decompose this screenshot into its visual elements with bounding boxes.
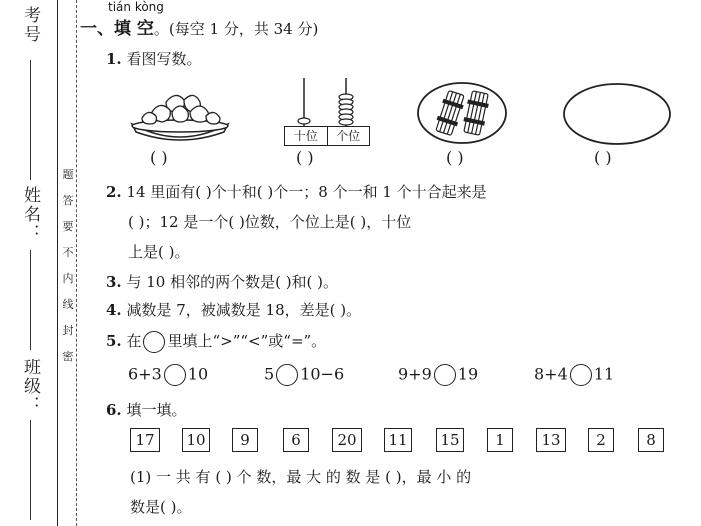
comparison-circle-input[interactable] [570, 364, 592, 386]
seal-char: 封 [62, 324, 74, 337]
question-number: 6. [106, 401, 122, 419]
class-blank[interactable] [30, 420, 31, 520]
number-box: 9 [232, 428, 258, 452]
question-6-sub-1: (1) 一 共 有 ( ) 个 数，最 大 的 数 是 ( )，最 小 的 [130, 468, 472, 486]
question-text: 在 [126, 332, 142, 350]
number-box: 11 [384, 428, 412, 452]
question-number: 1. [106, 50, 122, 68]
comparison-item-4 [534, 364, 614, 386]
question-text: 看图写数。 [126, 50, 202, 68]
number-box: 20 [332, 428, 362, 452]
question-2-line-2: ( )；12 是一个( )位数，个位上是( )，十位 [128, 213, 412, 231]
comparison-left: 8+4 [534, 364, 568, 384]
number-box: 10 [182, 428, 210, 452]
comparison-circle-input[interactable] [164, 364, 186, 386]
comparison-right: 11 [593, 364, 615, 384]
question-number: 2. [106, 183, 122, 201]
question-text: 减数是 7，被减数是 18，差是( )。 [126, 301, 362, 319]
seal-char: 题 [62, 168, 74, 181]
comparison-circle-input[interactable] [434, 364, 456, 386]
number-box: 17 [130, 428, 160, 452]
seal-char: 要 [62, 220, 74, 233]
comparison-circle-input[interactable] [276, 364, 298, 386]
number-box: 15 [436, 428, 464, 452]
answer-blank-3[interactable]: ( ) [446, 148, 464, 167]
comparison-left: 6+3 [128, 364, 162, 384]
section-score: 。(每空 1 分，共 34 分) [153, 20, 319, 38]
number-box: 13 [536, 428, 566, 452]
answer-blank-2[interactable]: ( ) [296, 148, 314, 167]
question-text: 与 10 相邻的两个数是( )和( )。 [126, 273, 339, 291]
question-number: 5. [106, 332, 122, 350]
answer-blank-1[interactable]: ( ) [150, 148, 168, 167]
comparison-right: 19 [457, 364, 479, 384]
tens-place-label: 十位 [285, 127, 328, 145]
number-box: 6 [283, 428, 309, 452]
section-title: 一、填 空 [80, 19, 154, 39]
abacus-rods [280, 76, 372, 126]
seal-char: 不 [62, 246, 74, 259]
comparison-circle-icon [143, 331, 165, 353]
margin-line [57, 0, 58, 526]
question-6-sub-1-line-2: 数是( )。 [130, 498, 192, 516]
question-6 [106, 399, 186, 420]
name-blank[interactable] [30, 250, 31, 350]
seal-char: 答 [62, 194, 74, 207]
question-number: 3. [106, 273, 122, 291]
comparison-item-2 [264, 364, 344, 386]
comparison-left: 9+9 [398, 364, 432, 384]
binding-margin [0, 0, 80, 526]
seal-char: 线 [62, 298, 74, 311]
abacus-place-table [284, 126, 370, 146]
exam-number-blank[interactable] [30, 60, 31, 180]
seal-char: 密 [62, 350, 74, 363]
section-pinyin: tián kòng [108, 0, 164, 14]
bundles-picture [416, 80, 508, 146]
seal-warning [61, 168, 75, 376]
ones-place-label: 个位 [336, 129, 361, 143]
question-4 [106, 299, 361, 320]
question-5 [106, 330, 326, 353]
abacus-picture [280, 76, 372, 148]
seal-dashed-line [76, 0, 77, 526]
question-number: 4. [106, 301, 122, 319]
comparison-left: 5 [264, 364, 275, 384]
empty-oval-picture [562, 82, 672, 146]
number-box: 1 [487, 428, 513, 452]
comparison-item-1 [128, 364, 208, 386]
comparison-right: 10 [187, 364, 209, 384]
comparison-item-3 [398, 364, 478, 386]
comparison-right: 10−6 [300, 364, 345, 384]
question-text: 填一填。 [126, 401, 187, 419]
question-2 [106, 181, 487, 202]
name-label: 姓名： [20, 186, 40, 243]
seal-char: 内 [62, 272, 74, 285]
answer-blank-4[interactable]: ( ) [594, 148, 612, 167]
exam-number-label: 考号 [20, 6, 40, 44]
section-heading [80, 14, 318, 39]
question-2-line-3: 上是( )。 [128, 243, 190, 261]
number-box: 2 [588, 428, 614, 452]
peach-plate-picture [128, 88, 232, 144]
question-text: 里填上“>”“<”或“=”。 [167, 332, 327, 350]
question-3 [106, 271, 338, 292]
class-label: 班级： [20, 358, 40, 415]
question-1 [106, 48, 201, 69]
question-text-line: 14 里面有( )个十和( )个一；8 个一和 1 个十合起来是 [126, 183, 487, 201]
number-box: 8 [638, 428, 664, 452]
